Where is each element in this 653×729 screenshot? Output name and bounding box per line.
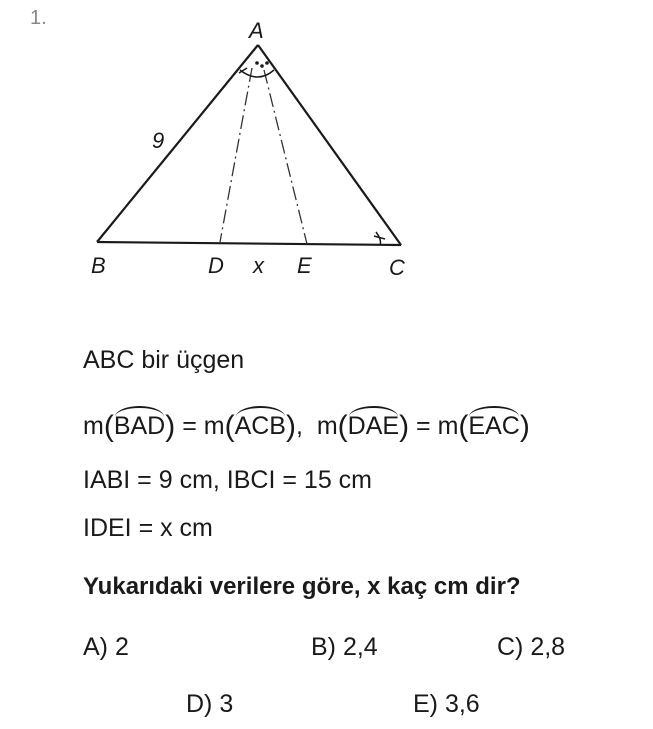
option-e[interactable]: E) 3,6 (413, 690, 480, 718)
angle-dot (265, 61, 269, 65)
angle-arc-c (376, 232, 381, 245)
problem-number: 1. (30, 7, 47, 29)
equals-sign: = (182, 412, 197, 440)
given-line-de: IDEI = x cm (83, 514, 213, 542)
measure-symbol: m (203, 412, 225, 440)
comma-separator: , (295, 412, 303, 440)
angle-arc-a (240, 70, 274, 77)
vertex-label-e: E (297, 253, 312, 278)
vertex-label-c: C (389, 255, 405, 280)
given-line-triangle: ABC bir üçgen (83, 346, 245, 374)
vertex-label-d: D (208, 253, 224, 278)
measure-symbol: m (437, 412, 459, 440)
triangle-figure (0, 0, 653, 300)
angle-dae: DAE (348, 408, 399, 441)
question-text: Yukarıdaki verilere göre, x kaç cm dir? (83, 573, 521, 600)
given-line-lengths: IABI = 9 cm, IBCI = 15 cm (83, 466, 372, 494)
side-bc (97, 242, 401, 245)
angle-dot (255, 61, 259, 65)
segment-ad (220, 68, 252, 242)
side-ac (258, 45, 401, 245)
option-d[interactable]: D) 3 (186, 690, 234, 718)
given-line-angles: m(BAD) = m(ACB), m(DAE) = m(EAC) (83, 410, 530, 443)
angle-acb: ACB (235, 408, 286, 441)
option-c[interactable]: C) 2,8 (497, 633, 566, 661)
angle-bad: BAD (114, 408, 165, 441)
angle-eac: EAC (468, 408, 519, 441)
option-b[interactable]: B) 2,4 (311, 633, 378, 661)
measure-symbol: m (316, 412, 338, 440)
segment-ae (264, 70, 307, 244)
angle-dot (260, 64, 264, 68)
side-ab (97, 45, 258, 242)
option-a[interactable]: A) 2 (83, 633, 129, 661)
side-label-ab: 9 (152, 128, 165, 153)
measure-symbol: m (83, 412, 104, 440)
vertex-label-b: B (91, 253, 106, 278)
segment-label-de: x (253, 253, 264, 278)
equals-sign: = (416, 412, 431, 440)
vertex-label-a: A (249, 18, 264, 43)
